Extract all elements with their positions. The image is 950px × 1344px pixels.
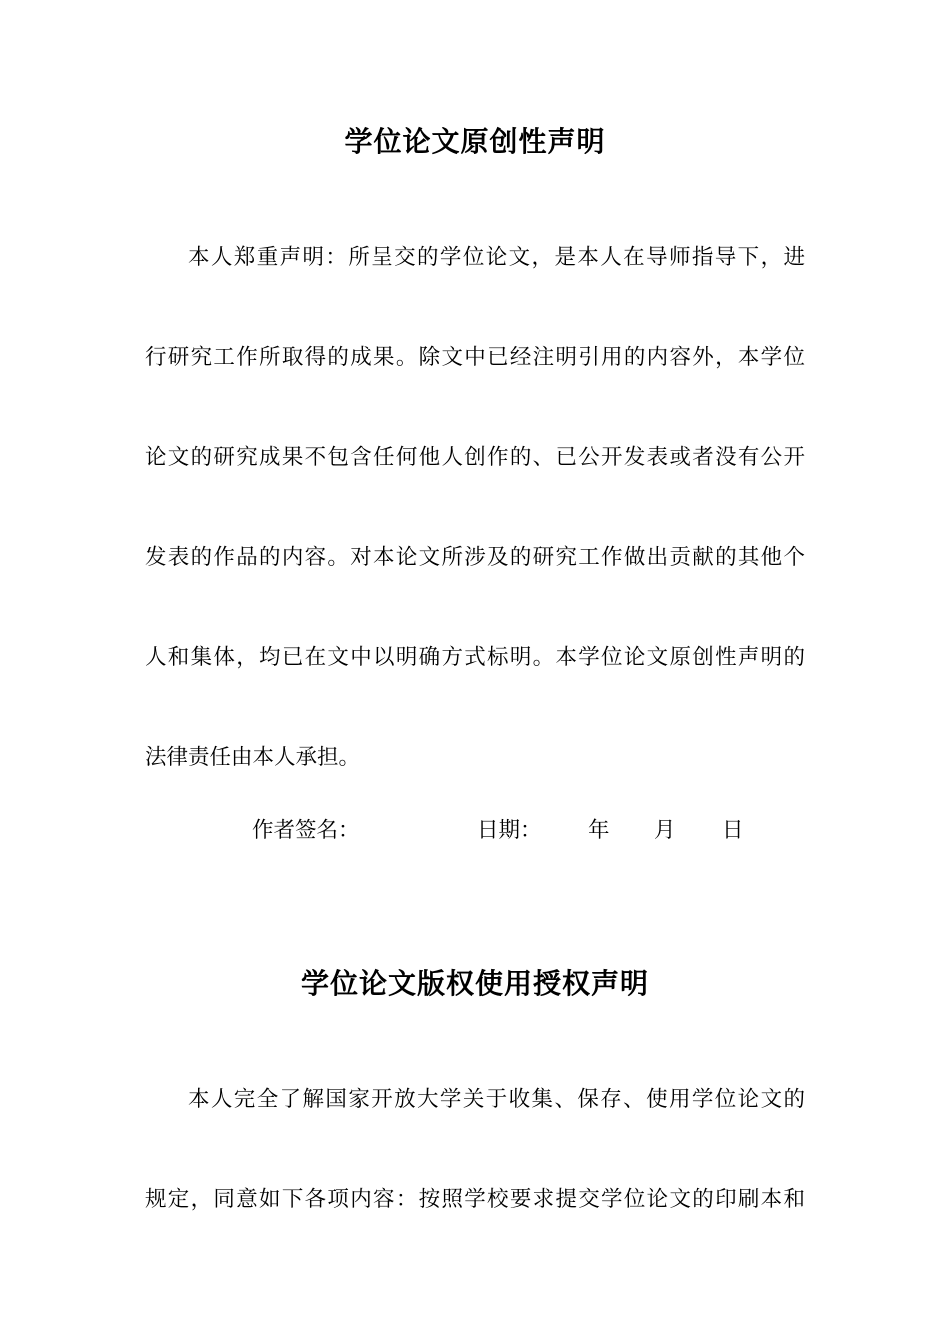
- originality-paragraph-line: 论文的研究成果不包含任何他人创作的、已公开发表或者没有公开: [145, 445, 805, 470]
- originality-paragraph-line: 人和集体，均已在文中以明确方式标明。本学位论文原创性声明的: [145, 645, 805, 670]
- author-signature-label: 作者签名：: [252, 818, 360, 843]
- originality-paragraph-line: 行研究工作所取得的成果。除文中已经注明引用的内容外，本学位: [145, 345, 805, 370]
- copyright-paragraph-line: 本人完全了解国家开放大学关于收集、保存、使用学位论文的: [188, 1087, 805, 1112]
- signature-row: [0, 816, 950, 846]
- copyright-statement-title: 学位论文版权使用授权声明: [300, 967, 649, 1000]
- originality-paragraph-line: 法律责任由本人承担。: [145, 745, 361, 770]
- originality-paragraph-line: 发表的作品的内容。对本论文所涉及的研究工作做出贡献的其他个: [145, 545, 805, 570]
- originality-paragraph-line: 本人郑重声明：所呈交的学位论文，是本人在导师指导下，进: [188, 245, 805, 270]
- date-label: 日期：: [477, 818, 542, 843]
- originality-statement-title: 学位论文原创性声明: [344, 125, 606, 158]
- day-label: 日: [722, 818, 744, 843]
- year-label: 年: [588, 818, 610, 843]
- copyright-paragraph-line: 规定，同意如下各项内容：按照学校要求提交学位论文的印刷本和: [145, 1187, 805, 1212]
- month-label: 月: [654, 818, 676, 843]
